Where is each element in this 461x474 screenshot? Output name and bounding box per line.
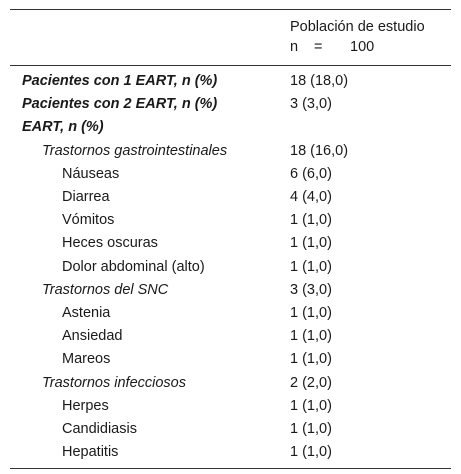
row-value: 3 (3,0) [290, 96, 332, 113]
row-value [290, 116, 451, 139]
row-value: 1 (1,0) [290, 212, 332, 229]
table-row [10, 372, 451, 395]
header-n-line [290, 37, 451, 57]
row-label: Diarrea [62, 189, 110, 206]
row-label: Trastornos del SNC [42, 281, 169, 298]
row-value: 1 (1,0) [290, 351, 332, 368]
table-row [10, 140, 451, 163]
row-value: 6 (6,0) [290, 165, 332, 182]
table-row [10, 209, 451, 232]
row-label: Heces oscuras [62, 235, 158, 252]
header-equals: = [314, 39, 323, 55]
row-label: Trastornos infecciosos [42, 374, 186, 391]
row-label: Ansiedad [62, 328, 123, 345]
row-label: Candidiasis [62, 421, 137, 438]
row-value: 1 (1,0) [290, 235, 332, 252]
table-header [10, 10, 451, 66]
table-row [10, 256, 451, 279]
table-row [10, 279, 451, 302]
row-label: EART, n (%) [22, 119, 104, 136]
row-value: 2 (2,0) [290, 374, 332, 391]
row-value: 18 (16,0) [290, 142, 349, 159]
table-row [10, 325, 451, 348]
table-row [10, 302, 451, 325]
row-value: 1 (1,0) [290, 421, 332, 438]
row-value: 4 (4,0) [290, 189, 332, 206]
row-label: Pacientes con 2 EART, n (%) [22, 96, 218, 113]
header-n-label: n [290, 39, 299, 55]
header-population-cell [290, 10, 451, 66]
table-container [10, 9, 451, 469]
row-value: 1 (1,0) [290, 258, 332, 275]
table-row [10, 93, 451, 116]
row-label: Pacientes con 1 EART, n (%) [22, 73, 218, 89]
table-row [10, 66, 451, 94]
row-value: 1 (1,0) [290, 397, 332, 414]
table-row [10, 186, 451, 209]
table-row [10, 441, 451, 469]
table-row [10, 395, 451, 418]
row-value: 1 (1,0) [290, 328, 332, 345]
row-label: Dolor abdominal (alto) [62, 258, 205, 275]
table-body [10, 66, 451, 469]
adverse-events-table [10, 9, 451, 469]
row-label: Trastornos gastrointestinales [42, 142, 228, 159]
row-label: Vómitos [62, 212, 115, 229]
row-label: Hepatitis [62, 444, 119, 461]
header-n-value: 100 [350, 39, 375, 55]
table-row [10, 348, 451, 371]
row-label: Náuseas [62, 165, 120, 182]
table-row [10, 116, 451, 139]
row-value: 1 (1,0) [290, 305, 332, 322]
row-value: 3 (3,0) [290, 281, 332, 298]
row-label: Mareos [62, 351, 111, 368]
header-population-title: Población de estudio [290, 19, 425, 35]
row-label: Astenia [62, 305, 111, 322]
header-row [10, 10, 451, 66]
header-empty-cell [10, 10, 290, 66]
row-label: Herpes [62, 397, 109, 414]
table-row [10, 418, 451, 441]
row-value: 1 (1,0) [290, 444, 332, 461]
row-value: 18 (18,0) [290, 73, 349, 89]
table-row [10, 163, 451, 186]
table-row [10, 232, 451, 255]
